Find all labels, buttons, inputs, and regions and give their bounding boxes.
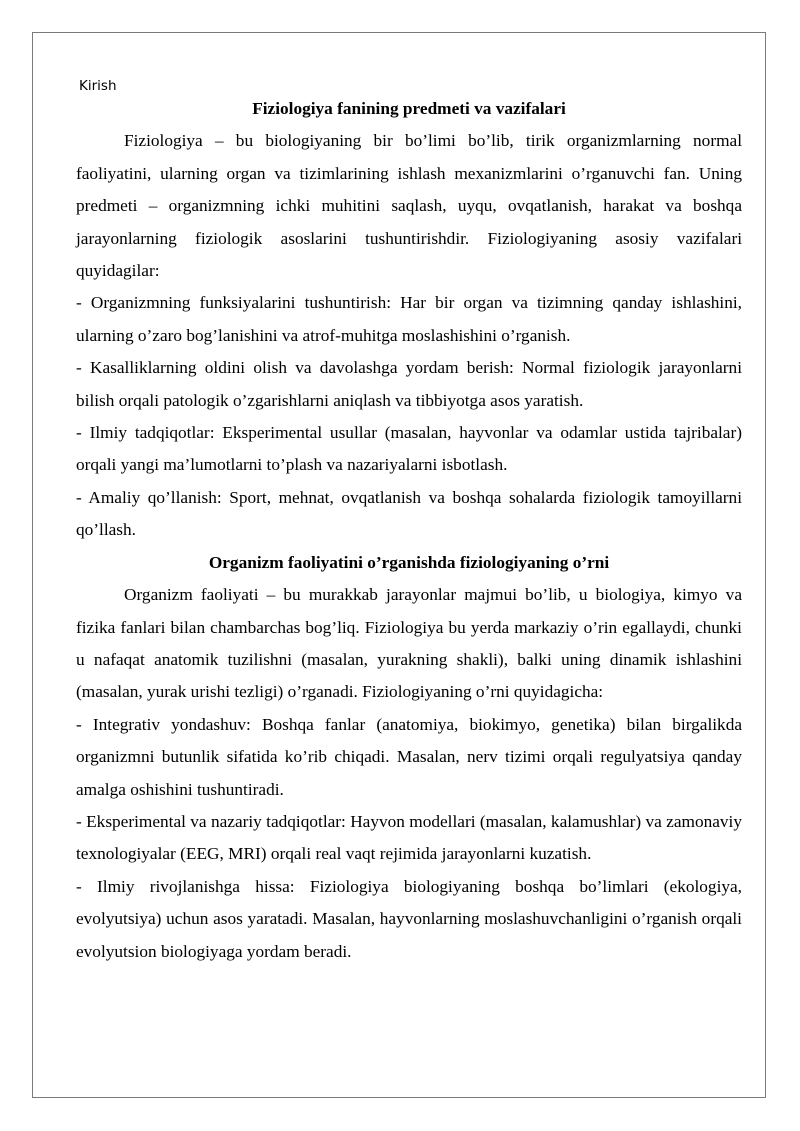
list-item: - Integrativ yondashuv: Boshqa fanlar (anatomiya, biokimyo, genetika) bilan birgalikda organizmni butunlik sifatida ko’rib chiqadi. Masalan, nerv tizimi orqali regulyatsiya qanday amalga oshishini tushuntiradi. [76,714,742,799]
document-body [76,93,742,968]
section-heading-2: Organizm faoliyatini o’rganishda fiziologiyaning o’rni [208,552,610,572]
list-item: - Eksperimental va nazariy tadqiqotlar: Hayvon modellari (masalan, kalamushlar) va zamonaviy texnologiyalar (EEG, MRI) orqali real vaqt rejimida jarayonlarni kuzatish. [76,811,742,864]
section-heading-1: Fiziologiya fanining predmeti va vazifalari [252,99,566,118]
list-item: - Ilmiy rivojlanishga hissa: Fiziologiya biologiyaning boshqa bo’limlari (ekologiya, evolyutsiya) uchun asos yaratadi. Masalan, hayvonlarning moslashuvchanligini o’rganish orqali evolyutsion biologiyaga yordam beradi. [76,876,742,961]
section-2-intro: Organizm faoliyati – bu murakkab jarayonlar majmui bo’lib, u biologiya, kimyo va fizika fanlari bilan chambarchas bog’liq. Fiziologiya bu yerda markaziy o’rin egallaydi, chunki u nafaqat anatomik tuzilishni (masalan, yurakning shakli), balki uning dinamik ishlashini (masalan, yurak urishi tezligi) o’rganadi. Fiziologiyaning o’rni quyidagicha: [76,585,742,702]
section-label: Kirish [79,78,117,94]
list-item: - Ilmiy tadqiqotlar: Eksperimental usullar (masalan, hayvonlar va odamlar ustida tajribalar) orqali yangi ma’lumotlarni to’plash va nazariyalarni isbotlash. [76,423,742,475]
list-item: - Organizmning funksiyalarini tushuntirish: Har bir organ va tizimning qanday ishlashini, ularning o’zaro bog’lanishini va atrof-muhitga moslashishini o’rganish. [76,293,742,345]
list-item: - Amaliy qo’llanish: Sport, mehnat, ovqatlanish va boshqa sohalarda fiziologik tamoyillarni qo’llash. [76,487,742,540]
list-item: - Kasalliklarning oldini olish va davolashga yordam berish: Normal fiziologik jarayonlarni bilish orqali patologik o’zgarishlarni aniqlash va tibbiyotga asos yaratish. [76,358,742,410]
section-1-intro: Fiziologiya – bu biologiyaning bir bo’limi bo’lib, tirik organizmlarning normal faoliyatini, ularning organ va tizimlarining ishlash mexanizmlarini o’rganuvchi fan. Uning predmeti – organizmning ichki muhitini saqlash, uyqu, ovqatlanish, harakat va boshqa jarayonlarning fiziologik asoslarini tushuntirishdir. Fiziologiyaning asosiy vazifalari quyidagilar: [76,131,742,281]
